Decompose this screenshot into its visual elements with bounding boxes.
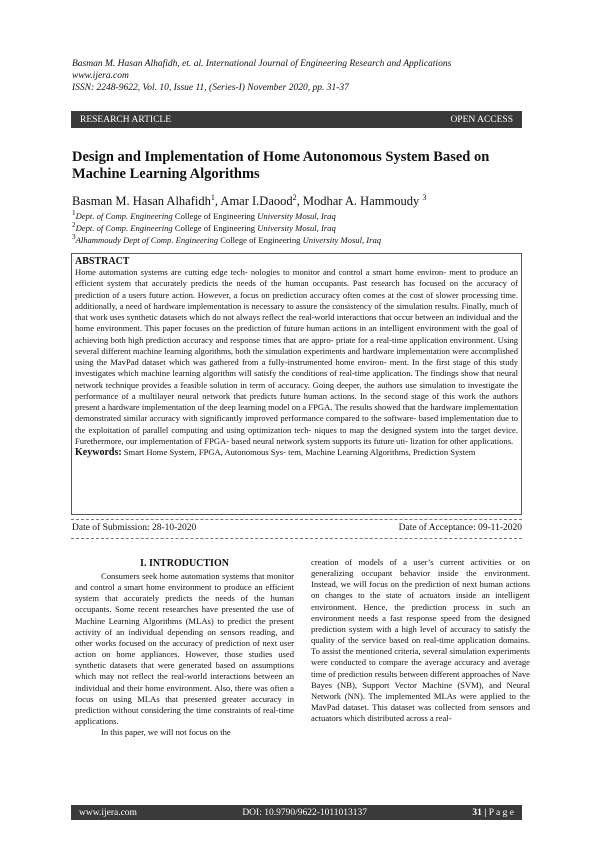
affiliation-1-sup: 1 [72, 209, 76, 217]
intro-paragraph-3: creation of models of a user’s current activities or on generalizing occupant behavior inside the environment. Instead, we will focus on the prediction of next human actions on changes to the state of actuators inside an intelligent environment. Hence, the prediction process in such an environment needs a fast response speed from the designed prediction system with a high level of accuracy to satisfy the quality of the service based on real-time application domains. To assist the mentioned criteria, several simulation experiments were conducted to compare the average accuracy and average time of prediction results between different approaches of Nave Bayes (NB), Support Vector Machine (SVM), and Neural Network (NN). The implemented MLAs were applied to the MavPad dataset. This dataset was collected from sensors and actuators which distributed across a real- [311, 557, 530, 724]
divider-bottom [71, 538, 522, 539]
author-3: , Modhar A. Hammoudy [296, 194, 423, 209]
affiliation-3-university: University Mosul, Iraq [302, 234, 382, 245]
affiliation-3-dept: Alhammoudy Dept of Comp. Engineering [75, 234, 219, 245]
dates-row [72, 523, 522, 533]
affiliation-1-university: University Mosul, Iraq [257, 210, 336, 221]
intro-right-column [311, 557, 530, 724]
abstract-heading: ABSTRACT [75, 256, 130, 267]
author-list [72, 190, 426, 209]
submission-date: Date of Submission: 28-10-2020 [72, 523, 197, 533]
introduction-heading: I. INTRODUCTION [140, 558, 229, 569]
journal-website: www.ijera.com [72, 71, 129, 81]
keywords-label: Keywords: [75, 447, 122, 458]
affiliation-2-dept: Dept. of Comp. Engineering [75, 222, 173, 233]
abstract-box [71, 253, 522, 515]
journal-issn: ISSN: 2248-9622, Vol. 10, Issue 11, (Series-I) November 2020, pp. 31-37 [72, 83, 349, 93]
author-1: Basman M. Hasan Alhafidh [72, 194, 211, 209]
intro-paragraph-1: Consumers seek home automation systems that monitor and control a smart home environment to produce an efficient system that accurately predicts the needs of the human occupants. Some recent researches have presented the use of Machine Learning Algorithms (MLAs) to predict the present activity of an individual depending on sensors reading, and other works focused on the accuracy of prediction of next user action on home appliances. However, those studies used synthetic datasets that were generated based on assumptions which may not reflect the real-world interactions between an individual and their home environment. Also, there was often a focus on using MLAs that presented greater accuracy in prediction without considering the time constraints of real-time applications. [75, 571, 294, 727]
acceptance-date: Date of Acceptance: 09-11-2020 [398, 523, 522, 533]
page-separator: | [481, 807, 489, 818]
footer-website: www.ijera.com [79, 807, 137, 818]
divider-top [71, 519, 522, 520]
open-access-label: OPEN ACCESS [450, 114, 513, 125]
intro-left-column [75, 558, 294, 738]
affiliation-3-college: College of Engineering [218, 234, 303, 245]
abstract-text: Home automation systems are cutting edge tech- nologies to monitor and control a smart home environ- ment to produce an efficient system that accurately predicts the needs of the human occupants. Past research has focused on the accuracy of prediction of a users future action. However, a focus on prediction accuracy often comes at the cost of slower processing time. additionally, a need of hardware implementation is necessary to assure the consistency of the simulation results. Finally, much of that work uses synthetic datasets which do not always reflect the real-world interactions that occur between an individual and the home environment. This paper focuses on the prediction of future human actions in an intelligent environment with the goal of achieving both high prediction accuracy and response times that are appro- priate for a real-time application environment. Using several different machine learning algorithms, both the simulation experiments and hardware implementation were accomplished using the MavPad dataset which was gathered from a fully-instrumented home environ- ment. In the first stage of this study investigates which machine learning algorithm will satisfy the conditions of real-time application. The findings show that neural network technique provides a feasible solution in term of accuracy. Going deeper, the authors use simulation to investigate the performance of a multilayer neural network that predicts future human actions. In the second stage of this work the authors present a hardware implementation of the deep learning model on a FPGA. The results showed that the hardware implementation demonstrated similar accuracy with significantly improved performance compared to the software- based implementation due to the exploitation of parallel computing and using optimization tech- niques to map the designed system into the target device. Furethermore, our implementation of FPGA- based neural network system supports its future uti- lization for other applications. [75, 267, 518, 446]
keywords [75, 447, 518, 458]
author-2: , Amar I.Daood [214, 194, 293, 209]
affiliation-2-university: University Mosul, Iraq [257, 222, 336, 233]
paper-title: Design and Implementation of Home Autonomous System Based on Machine Learning Algorithms [72, 149, 490, 182]
affiliation-2-college: College of Engineering [172, 222, 258, 233]
affiliation-1-college: College of Engineering [172, 210, 258, 221]
footer-page [472, 808, 514, 818]
page-label: P a g e [488, 807, 514, 818]
affiliation-3-sup: 3 [72, 233, 76, 241]
research-article-label: RESEARCH ARTICLE [80, 114, 172, 125]
journal-citation: Basman M. Hasan Alhafidh, et. al. International Journal of Engineering Research and Applications [72, 59, 452, 69]
affiliation-3 [72, 232, 381, 246]
author-3-sup: 3 [422, 193, 427, 202]
affiliation-2-sup: 2 [72, 221, 76, 229]
page-footer [71, 805, 522, 820]
affiliation-1-dept: Dept. of Comp. Engineering [75, 210, 173, 221]
page-number: 31 [472, 807, 482, 818]
article-type-banner [71, 111, 522, 128]
footer-doi: DOI: 10.9790/9622-1011013137 [242, 807, 368, 818]
intro-paragraph-2: In this paper, we will not focus on the [101, 727, 231, 738]
keywords-list: Smart Home System, FPGA, Autonomous Sys- tem, Machine Learning Algorithms, Prediction System [121, 447, 476, 457]
author-1-sup: 1 [210, 193, 215, 202]
author-2-sup: 2 [292, 193, 297, 202]
